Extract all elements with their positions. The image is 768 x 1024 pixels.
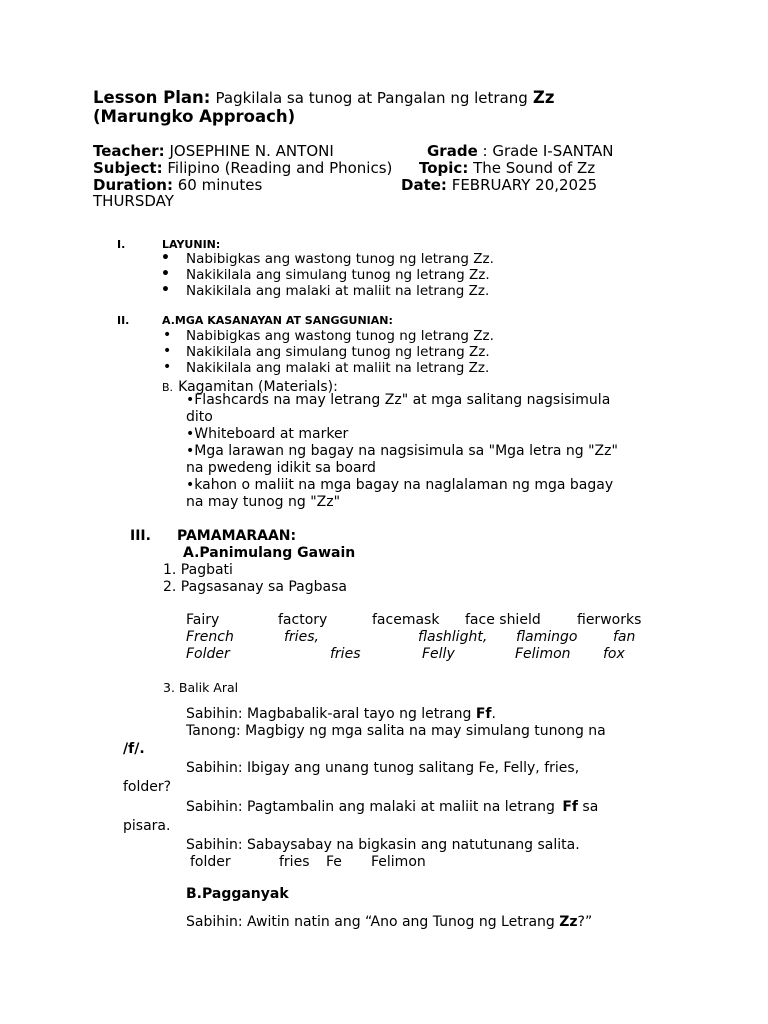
review-line: Sabihin: Magbabalik-aral tayo ng letrang Ff. <box>186 706 496 722</box>
review-line: Sabihin: Pagtambalin ang malaki at maliit na letrang Ff sa <box>186 799 599 815</box>
word: facemask <box>372 612 440 628</box>
word: Felimon <box>371 854 426 870</box>
section1-number: I. <box>117 238 126 251</box>
word: face shield <box>465 612 541 628</box>
duration-value: 60 minutes <box>177 176 263 194</box>
bullet-icon: • <box>163 327 172 343</box>
teacher-name: JOSEPHINE N. ANTONI <box>169 142 334 160</box>
review-line: Sabihin: Ibigay ang unang tunog salitang Fe, Felly, fries, <box>186 760 580 776</box>
lesson-title <box>93 88 554 107</box>
subheading-a: A.Panimulang Gawain <box>183 545 356 561</box>
step-item: 2. Pagsasanay sa Pagbasa <box>163 579 347 595</box>
subject-line: Subject: Filipino (Reading and Phonics) <box>93 159 393 177</box>
title-letter: Zz <box>532 88 555 107</box>
bullet-icon: • <box>163 343 172 359</box>
word: flamingo <box>516 629 578 645</box>
list-item: Nabibigkas ang wastong tunog ng letrang Zz. <box>186 328 494 344</box>
title-text: Pagkilala sa tunog at Pangalan ng letrang <box>215 89 528 107</box>
section3-heading: PAMAMARAAN: <box>177 528 297 544</box>
date-line: Date: FEBRUARY 20,2025 <box>401 176 598 194</box>
review-line: pisara. <box>123 818 171 834</box>
day-value: THURSDAY <box>93 192 174 210</box>
word: fries <box>330 646 361 662</box>
word: Fairy <box>186 612 220 628</box>
word: fries <box>279 854 310 870</box>
word: fan <box>613 629 636 645</box>
date-value: FEBRUARY 20,2025 <box>451 176 598 194</box>
word: fries, <box>284 629 319 645</box>
word: French <box>186 629 234 645</box>
duration-line: Duration: 60 minutes <box>93 176 263 194</box>
word: Felly <box>422 646 455 662</box>
title-label: Lesson Plan: <box>93 88 211 107</box>
word: flashlight, <box>418 629 488 645</box>
review-line: Sabihin: Sabaysabay na bigkasin ang natutunang salita. <box>186 837 580 853</box>
review-line: Tanong: Magbigy ng mga salita na may simulang tunong na <box>186 723 606 739</box>
approach-title: (Marungko Approach) <box>93 107 296 126</box>
list-item: Nakikilala ang simulang tunog ng letrang Zz. <box>186 344 490 360</box>
topic-value: The Sound of Zz <box>473 159 596 177</box>
subheading-b: B.Pagganyak <box>186 886 289 902</box>
material-line: na pwedeng idikit sa board <box>186 460 376 476</box>
word: Felimon <box>515 646 571 662</box>
materials-heading: B. Kagamitan (Materials): <box>162 379 338 395</box>
section3-number: III. <box>130 528 151 544</box>
material-line: •Flashcards na may letrang Zz" at mga salitang nagsisimula <box>186 392 611 408</box>
material-line: •Whiteboard at marker <box>186 426 349 442</box>
word: Folder <box>186 646 230 662</box>
grade-line: Grade : Grade I-SANTAN <box>427 142 614 160</box>
word: folder <box>190 854 231 870</box>
bullet-icon: • <box>161 250 170 266</box>
bullet-icon: • <box>163 359 172 375</box>
list-item: Nakikilala ang malaki at maliit na letrang Zz. <box>186 283 490 299</box>
topic-line: Topic: The Sound of Zz <box>419 159 596 177</box>
word: fierworks <box>577 612 642 628</box>
word: fox <box>603 646 625 662</box>
bullet-icon: • <box>161 266 170 282</box>
list-item: Nabibigkas ang wastong tunog ng letrang Zz. <box>186 251 494 267</box>
step-item: 1. Pagbati <box>163 562 233 578</box>
list-item: Nakikilala ang simulang tunog ng letrang Zz. <box>186 267 490 283</box>
grade-value: : Grade I-SANTAN <box>482 142 614 160</box>
material-line: dito <box>186 409 213 425</box>
word: factory <box>278 612 328 628</box>
balik-aral-heading: 3. Balik Aral <box>163 680 239 695</box>
subject-value: Filipino (Reading and Phonics) <box>167 159 393 177</box>
song-line: Sabihin: Awitin natin ang “Ano ang Tunog ng Letrang Zz?” <box>186 914 593 930</box>
review-line: /f/. <box>123 741 145 757</box>
material-line: •Mga larawan ng bagay na nagsisimula sa "Mga letra ng "Zz" <box>186 443 618 459</box>
bullet-icon: • <box>161 282 170 298</box>
material-line: •kahon o maliit na mga bagay na naglalaman ng mga bagay <box>186 477 614 493</box>
section1-heading: LAYUNIN: <box>162 238 221 251</box>
material-line: na may tunog ng "Zz" <box>186 494 341 510</box>
section2-number: II. <box>117 314 130 327</box>
list-item: Nakikilala ang malaki at maliit na letrang Zz. <box>186 360 490 376</box>
section2-heading: A.MGA KASANAYAN AT SANGGUNIAN: <box>162 314 393 327</box>
teacher-line: Teacher: JOSEPHINE N. ANTONI <box>93 142 334 160</box>
review-line: folder? <box>123 779 172 795</box>
word: Fe <box>326 854 342 870</box>
